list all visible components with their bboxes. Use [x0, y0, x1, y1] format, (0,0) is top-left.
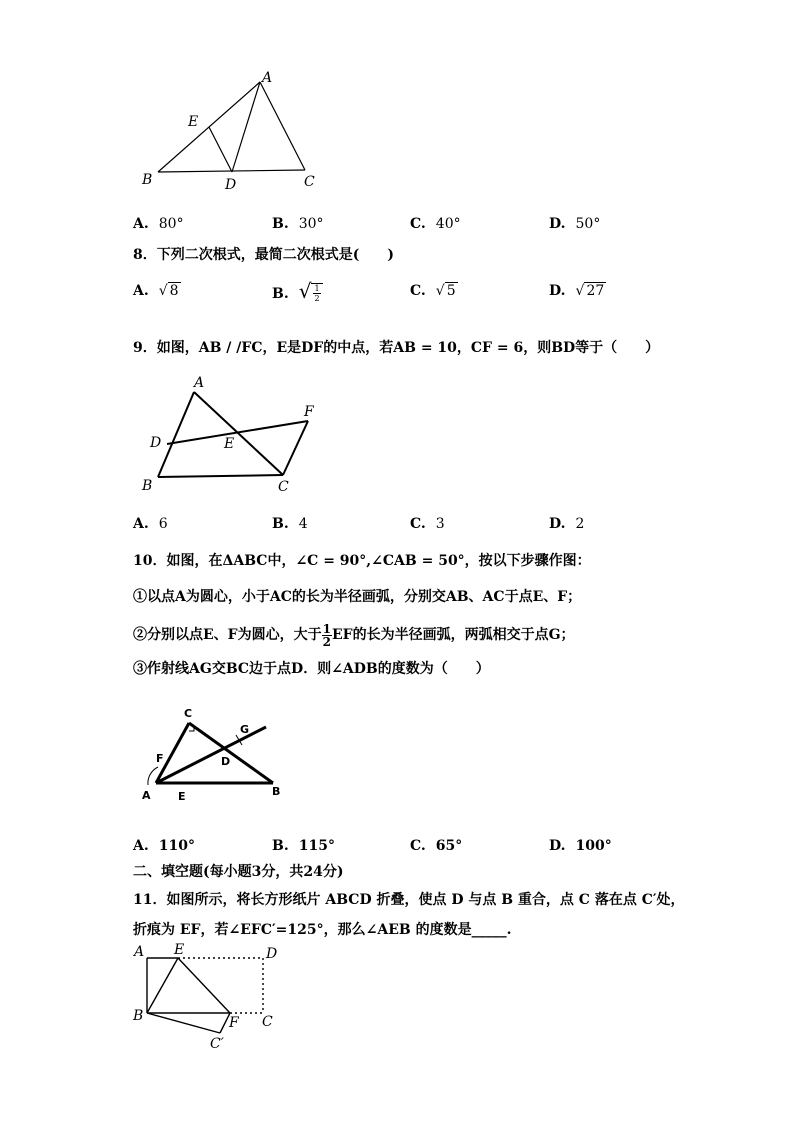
q7-point-d: D	[225, 177, 237, 193]
q11-point-f: F	[229, 1015, 239, 1031]
q10-point-b: B	[272, 785, 281, 798]
q10-figure	[136, 705, 296, 805]
q11-point-d: D	[266, 946, 278, 962]
q10-option-a[interactable]: A. 110°	[133, 838, 195, 854]
q9-point-d: D	[150, 435, 162, 451]
sqrt-27: √ 27	[575, 283, 605, 299]
sqrt-8: √ 8	[158, 283, 179, 299]
q11-line1: 11．如图所示，将长方形纸片 ABCD 折叠，使点 D 与点 B 重合，点 C 落在点 C′处，	[133, 892, 685, 908]
q11-figure	[130, 942, 290, 1052]
q10-point-e: E	[178, 790, 186, 803]
q9-option-b[interactable]: B. 4	[272, 516, 308, 532]
q7-figure	[140, 70, 330, 195]
q11-point-b: B	[133, 1008, 144, 1024]
sqrt-5: √ 5	[435, 283, 456, 299]
q11-point-a: A	[134, 944, 145, 960]
q10-point-c: C	[184, 707, 193, 720]
q11-point-c-prime: C′	[210, 1036, 224, 1052]
q7-option-c[interactable]: C. 40°	[410, 216, 461, 232]
q10-point-d: D	[221, 755, 231, 768]
q7-option-b[interactable]: B. 30°	[272, 216, 324, 232]
q7-option-a[interactable]: A. 80°	[133, 216, 184, 232]
q9-point-a: A	[194, 375, 205, 391]
q7-point-a: A	[262, 70, 273, 86]
q8-option-d[interactable]: D. √ 27	[549, 283, 605, 299]
q8-stem: 8．下列二次根式，最简二次根式是( )	[133, 247, 394, 263]
q10-stem: 10．如图，在ΔABC中，∠C = 90°,∠CAB = 50°，按以下步骤作图：	[133, 553, 591, 569]
q9-option-d[interactable]: D. 2	[549, 516, 585, 532]
q10-point-a: A	[142, 789, 151, 802]
q7-point-e: E	[188, 114, 199, 130]
q11-point-e: E	[174, 942, 185, 958]
q7-point-b: B	[142, 172, 153, 188]
sqrt-half: √ $\frac{1}{2}$	[299, 282, 323, 303]
q10-option-c[interactable]: C. 65°	[410, 838, 463, 854]
q9-point-b: B	[142, 478, 153, 494]
q9-stem: 9．如图，AB / /FC，E是DF的中点，若AB = 10，CF = 6，则BD等于（ ）	[133, 340, 660, 356]
q9-option-c[interactable]: C. 3	[410, 516, 445, 532]
q10-point-f: F	[156, 752, 164, 765]
q11-point-c: C	[262, 1014, 273, 1030]
q9-point-c: C	[278, 479, 289, 495]
half-fraction: $\frac{1}{2}$	[322, 621, 331, 649]
section-heading: 二、填空题(每小题3分，共24分)	[133, 864, 344, 880]
q8-option-b[interactable]: B. √ $\frac{1}{2}$	[272, 282, 323, 303]
q10-step2: ②分别以点E、F为圆心，大于 $\frac{1}{2}$ EF的长为半径画弧，两弧相交于点G；	[133, 621, 575, 649]
q7-option-d[interactable]: D. 50°	[549, 216, 601, 232]
q8-option-a[interactable]: A. √ 8	[133, 283, 179, 299]
q11-line2: 折痕为 EF，若∠EFC′=125°，那么∠AEB 的度数是_____.	[133, 922, 512, 938]
q9-point-f: F	[304, 404, 314, 420]
q10-point-g: G	[240, 723, 250, 736]
q10-option-d[interactable]: D. 100°	[549, 838, 612, 854]
q9-point-e: E	[224, 436, 235, 452]
q7-point-c: C	[304, 174, 315, 190]
q9-figure	[138, 372, 328, 497]
q8-option-c[interactable]: C. √ 5	[410, 283, 456, 299]
q10-step1: ①以点A为圆心，小于AC的长为半径画弧，分别交AB、AC于点E、F；	[133, 589, 582, 605]
q9-option-a[interactable]: A. 6	[133, 516, 168, 532]
q10-step3: ③作射线AG交BC边于点D．则∠ADB的度数为（ ）	[133, 661, 490, 677]
q10-option-b[interactable]: B. 115°	[272, 838, 335, 854]
